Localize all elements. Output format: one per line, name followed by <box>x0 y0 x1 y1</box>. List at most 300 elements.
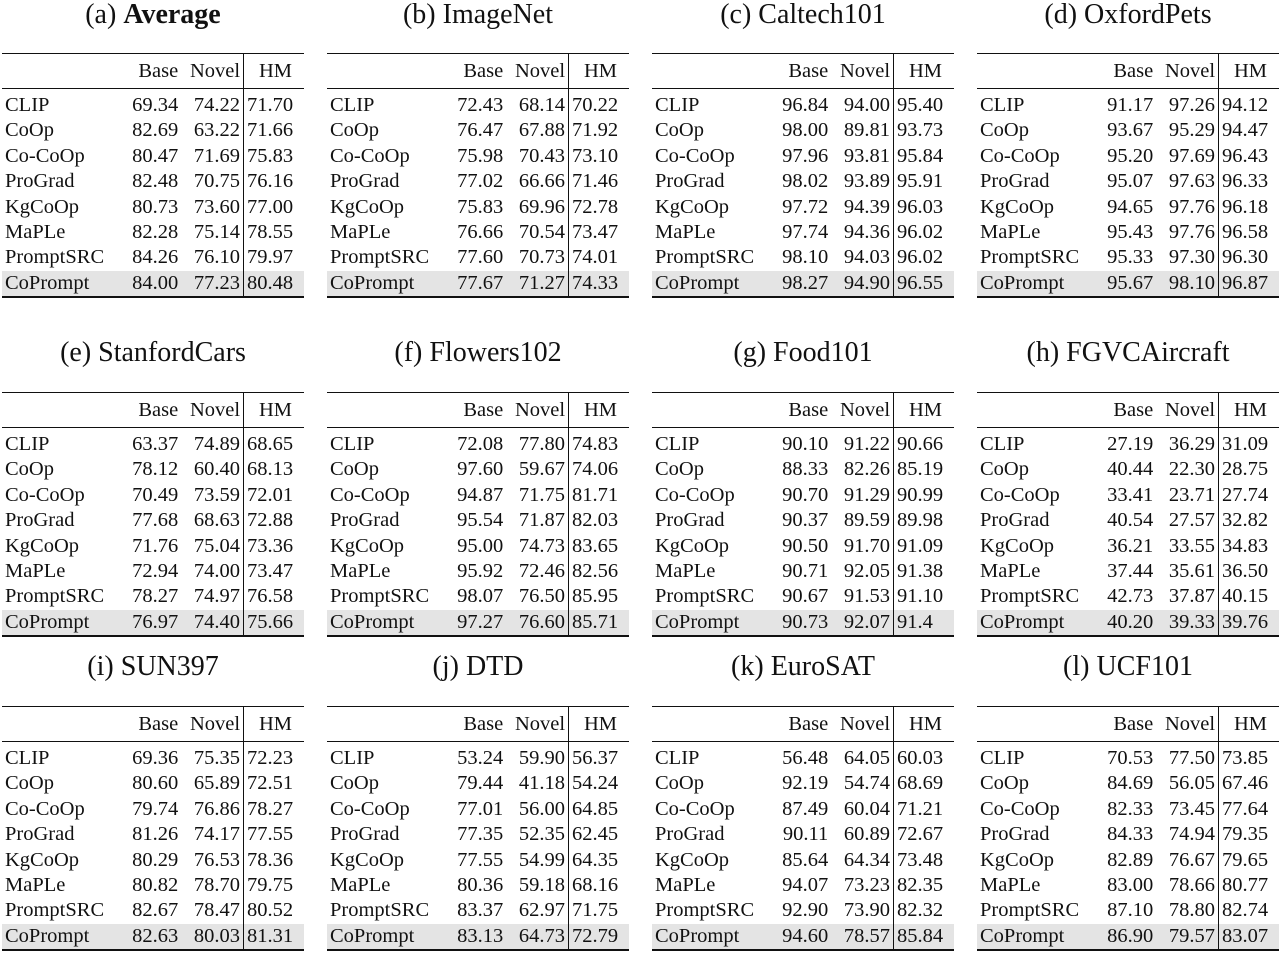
panel-label: (j) <box>432 651 466 682</box>
novel-cell: 78.47 <box>178 898 243 923</box>
hm-cell: 71.92 <box>572 119 619 142</box>
panel-title <box>2 338 304 368</box>
hm-cell: 34.83 <box>1222 534 1269 557</box>
base-cell: 72.08 <box>457 433 504 455</box>
method-cell: PromptSRC <box>655 899 755 922</box>
table-row <box>2 924 304 950</box>
novel-cell: 77.23 <box>178 271 243 297</box>
novel-cell: 74.97 <box>178 584 243 609</box>
base-cell: 33.41 <box>1107 483 1154 506</box>
table-row <box>652 483 954 508</box>
header-base: Base <box>788 399 829 421</box>
header-hm: HM <box>909 713 943 735</box>
novel-cell: 56.00 <box>503 797 568 822</box>
hm-cell: 68.65 <box>247 433 294 455</box>
table-row <box>652 271 954 297</box>
panel-imagenet <box>327 0 629 294</box>
table-row <box>652 771 954 796</box>
table-row <box>327 534 629 559</box>
hm-cell: 77.64 <box>1222 797 1269 820</box>
novel-cell: 68.14 <box>503 89 568 119</box>
hm-cell: 96.18 <box>1222 195 1269 218</box>
table-row <box>327 771 629 796</box>
novel-cell: 64.05 <box>828 742 893 772</box>
base-cell: 76.47 <box>457 119 504 142</box>
novel-cell: 74.73 <box>503 534 568 559</box>
header-row <box>977 54 1279 89</box>
hm-cell: 74.33 <box>569 271 629 297</box>
base-cell: 37.44 <box>1107 560 1154 583</box>
base-cell: 71.76 <box>132 534 179 557</box>
table-row <box>327 559 629 584</box>
base-cell: 95.00 <box>457 534 504 557</box>
novel-cell: 93.89 <box>828 169 893 194</box>
base-cell: 87.49 <box>782 797 829 820</box>
novel-cell: 74.40 <box>178 610 243 636</box>
header-base: Base <box>1113 399 1154 421</box>
novel-cell: 76.50 <box>503 584 568 609</box>
table-row <box>327 848 629 873</box>
novel-cell: 94.36 <box>828 220 893 245</box>
base-cell: 40.54 <box>1107 509 1154 532</box>
table-row <box>977 873 1279 898</box>
table-row <box>652 924 954 950</box>
novel-cell: 74.22 <box>178 89 243 119</box>
base-cell: 98.10 <box>782 246 829 269</box>
base-cell: 78.27 <box>132 585 179 608</box>
panel-flowers102 <box>327 337 629 633</box>
novel-cell: 74.89 <box>178 428 243 458</box>
panel-label: (d) <box>1044 0 1085 30</box>
novel-cell: 98.10 <box>1153 271 1218 297</box>
novel-cell: 59.67 <box>503 457 568 482</box>
base-cell: 77.68 <box>132 509 179 532</box>
header-method <box>327 707 448 742</box>
hm-cell: 72.88 <box>247 509 294 532</box>
results-table <box>2 53 304 298</box>
results-table <box>652 392 954 637</box>
panel-label: (e) <box>60 337 99 368</box>
header-novel: Novel <box>178 707 243 742</box>
table-row <box>977 742 1279 772</box>
header-row <box>327 54 629 89</box>
hm-cell: 96.03 <box>897 195 944 218</box>
header-base: Base <box>138 713 179 735</box>
table-row <box>652 559 954 584</box>
method-cell: KgCoOp <box>330 534 405 557</box>
hm-cell: 85.84 <box>894 924 954 950</box>
table-row <box>652 584 954 609</box>
base-cell: 75.83 <box>457 195 504 218</box>
novel-cell: 73.23 <box>828 873 893 898</box>
method-cell: CLIP <box>980 433 1025 455</box>
base-cell: 95.33 <box>1107 246 1154 269</box>
table-row <box>327 584 629 609</box>
novel-cell: 97.76 <box>1153 195 1218 220</box>
method-cell: Co-CoOp <box>980 797 1060 820</box>
method-cell: CoOp <box>655 458 704 481</box>
header-hm: HM <box>259 60 293 82</box>
panel-dataset-name: Average <box>123 0 221 30</box>
base-cell: 77.01 <box>457 797 504 820</box>
method-cell: Co-CoOp <box>655 797 735 820</box>
table-row <box>2 144 304 169</box>
header-hm: HM <box>259 713 293 735</box>
base-cell: 76.97 <box>123 610 178 636</box>
hm-cell: 96.33 <box>1222 170 1269 193</box>
method-cell: KgCoOp <box>330 195 405 218</box>
novel-cell: 78.57 <box>828 924 893 950</box>
method-cell: KgCoOp <box>655 195 730 218</box>
method-cell: KgCoOp <box>980 534 1055 557</box>
method-cell: Co-CoOp <box>330 797 410 820</box>
novel-cell: 59.90 <box>503 742 568 772</box>
hm-cell: 67.46 <box>1222 772 1269 795</box>
novel-cell: 67.88 <box>503 118 568 143</box>
base-cell: 83.00 <box>1107 874 1154 897</box>
table-row <box>652 534 954 559</box>
panel-dataset-name: DTD <box>465 651 524 682</box>
panel-oxfordpets <box>977 0 1279 294</box>
method-cell: CLIP <box>5 747 50 769</box>
header-novel: Novel <box>503 707 568 742</box>
base-cell: 69.34 <box>132 94 179 116</box>
header-row <box>977 707 1279 742</box>
panel-dataset-name: UCF101 <box>1096 651 1193 682</box>
table-row <box>2 848 304 873</box>
method-cell: MaPLe <box>655 874 716 897</box>
method-cell: Co-CoOp <box>5 797 85 820</box>
base-cell: 72.94 <box>132 560 179 583</box>
header-hm: HM <box>909 60 943 82</box>
method-cell: ProGrad <box>330 170 400 193</box>
method-cell: CoPrompt <box>327 610 448 636</box>
hm-cell: 72.01 <box>247 483 294 506</box>
novel-cell: 97.63 <box>1153 169 1218 194</box>
novel-cell: 64.34 <box>828 848 893 873</box>
base-cell: 97.27 <box>448 610 503 636</box>
table-row <box>652 220 954 245</box>
hm-cell: 82.56 <box>572 560 619 583</box>
header-novel: Novel <box>178 54 243 89</box>
table-row <box>977 584 1279 609</box>
novel-cell: 76.67 <box>1153 848 1218 873</box>
method-cell: CoPrompt <box>977 271 1098 297</box>
method-cell: CoOp <box>5 119 54 142</box>
novel-cell: 77.50 <box>1153 742 1218 772</box>
base-cell: 95.07 <box>1107 170 1154 193</box>
method-cell: CoOp <box>980 772 1029 795</box>
panel-label: (f) <box>394 337 430 368</box>
table-row <box>652 195 954 220</box>
novel-cell: 73.60 <box>178 195 243 220</box>
table-row <box>977 534 1279 559</box>
hm-cell: 70.22 <box>572 94 619 116</box>
novel-cell: 71.75 <box>503 483 568 508</box>
method-cell: MaPLe <box>5 221 66 244</box>
table-row <box>652 848 954 873</box>
base-cell: 82.67 <box>132 899 179 922</box>
header-method <box>2 707 123 742</box>
novel-cell: 97.30 <box>1153 245 1218 270</box>
method-cell: ProGrad <box>5 170 75 193</box>
panel-dataset-name: SUN397 <box>120 651 219 682</box>
header-novel: Novel <box>1153 54 1218 89</box>
base-cell: 63.37 <box>132 433 179 455</box>
novel-cell: 56.05 <box>1153 771 1218 796</box>
table-row <box>327 822 629 847</box>
base-cell: 82.48 <box>132 170 179 193</box>
panel-stanfordcars <box>2 337 304 633</box>
hm-cell: 28.75 <box>1222 458 1269 481</box>
panel-title <box>652 338 954 368</box>
header-novel: Novel <box>828 393 893 428</box>
table-row <box>327 742 629 772</box>
hm-cell: 85.71 <box>569 610 629 636</box>
results-table <box>977 392 1279 637</box>
table-row <box>2 89 304 119</box>
hm-cell: 96.87 <box>1219 271 1279 297</box>
hm-cell: 74.06 <box>572 458 619 481</box>
base-cell: 90.10 <box>782 433 829 455</box>
novel-cell: 73.59 <box>178 483 243 508</box>
header-row <box>2 707 304 742</box>
header-base: Base <box>138 60 179 82</box>
base-cell: 90.11 <box>782 823 829 846</box>
table-row <box>652 610 954 636</box>
method-cell: KgCoOp <box>5 848 80 871</box>
method-cell: CoPrompt <box>327 271 448 297</box>
panel-title <box>327 652 629 682</box>
panel-title <box>327 0 629 30</box>
method-cell: PromptSRC <box>980 585 1080 608</box>
method-cell: Co-CoOp <box>330 483 410 506</box>
hm-cell: 74.01 <box>572 246 619 269</box>
method-cell: MaPLe <box>330 874 391 897</box>
method-cell: CLIP <box>655 94 700 116</box>
table-row <box>652 144 954 169</box>
hm-cell: 76.16 <box>247 170 294 193</box>
method-cell: KgCoOp <box>655 848 730 871</box>
novel-cell: 70.75 <box>178 169 243 194</box>
panel-dataset-name: Food101 <box>773 337 873 368</box>
novel-cell: 94.90 <box>828 271 893 297</box>
results-table <box>327 53 629 298</box>
header-hm: HM <box>259 399 293 421</box>
novel-cell: 41.18 <box>503 771 568 796</box>
panel-title <box>977 652 1279 682</box>
panel-ucf101 <box>977 651 1279 947</box>
base-cell: 90.37 <box>782 509 829 532</box>
method-cell: PromptSRC <box>5 585 105 608</box>
panel-dataset-name: StanfordCars <box>98 337 246 368</box>
table-row <box>2 898 304 923</box>
results-table <box>327 392 629 637</box>
novel-cell: 78.70 <box>178 873 243 898</box>
base-cell: 72.43 <box>457 94 504 116</box>
hm-cell: 68.69 <box>897 772 944 795</box>
table-row <box>2 428 304 458</box>
method-cell: ProGrad <box>980 509 1050 532</box>
table-row <box>2 822 304 847</box>
method-cell: CLIP <box>330 94 375 116</box>
hm-cell: 77.55 <box>247 823 294 846</box>
method-cell: CoOp <box>655 119 704 142</box>
base-cell: 82.63 <box>123 924 178 950</box>
results-table <box>327 706 629 951</box>
header-hm: HM <box>1234 399 1268 421</box>
hm-cell: 73.47 <box>247 560 294 583</box>
panel-label: (i) <box>87 651 121 682</box>
base-cell: 78.12 <box>132 458 179 481</box>
hm-cell: 73.48 <box>897 848 944 871</box>
novel-cell: 54.99 <box>503 848 568 873</box>
novel-cell: 73.90 <box>828 898 893 923</box>
base-cell: 90.50 <box>782 534 829 557</box>
base-cell: 94.87 <box>457 483 504 506</box>
novel-cell: 75.14 <box>178 220 243 245</box>
hm-cell: 68.13 <box>247 458 294 481</box>
header-method <box>652 707 773 742</box>
novel-cell: 37.87 <box>1153 584 1218 609</box>
hm-cell: 71.75 <box>572 899 619 922</box>
method-cell: ProGrad <box>980 170 1050 193</box>
table-row <box>2 271 304 297</box>
method-cell: CoOp <box>330 772 379 795</box>
table-row <box>327 457 629 482</box>
novel-cell: 68.63 <box>178 508 243 533</box>
base-cell: 83.37 <box>457 899 504 922</box>
header-novel: Novel <box>503 393 568 428</box>
header-method <box>2 54 123 89</box>
novel-cell: 74.00 <box>178 559 243 584</box>
base-cell: 95.43 <box>1107 221 1154 244</box>
panel-average <box>2 0 304 294</box>
base-cell: 80.47 <box>132 144 179 167</box>
method-cell: ProGrad <box>330 823 400 846</box>
hm-cell: 81.31 <box>244 924 304 950</box>
base-cell: 69.36 <box>132 747 179 769</box>
header-method <box>977 54 1098 89</box>
table-row <box>2 797 304 822</box>
panel-title <box>977 0 1279 30</box>
hm-cell: 91.38 <box>897 560 944 583</box>
method-cell: KgCoOp <box>980 848 1055 871</box>
novel-cell: 91.53 <box>828 584 893 609</box>
hm-cell: 71.46 <box>572 170 619 193</box>
base-cell: 93.67 <box>1107 119 1154 142</box>
table-row <box>977 483 1279 508</box>
method-cell: PromptSRC <box>330 585 430 608</box>
method-cell: CoOp <box>330 458 379 481</box>
table-row <box>2 457 304 482</box>
base-cell: 79.74 <box>132 797 179 820</box>
method-cell: MaPLe <box>655 221 716 244</box>
header-base: Base <box>138 399 179 421</box>
hm-cell: 90.66 <box>897 433 944 455</box>
method-cell: CoPrompt <box>977 610 1098 636</box>
method-cell: MaPLe <box>980 221 1041 244</box>
novel-cell: 97.76 <box>1153 220 1218 245</box>
hm-cell: 54.24 <box>572 772 619 795</box>
table-row <box>977 144 1279 169</box>
hm-cell: 96.02 <box>897 221 944 244</box>
novel-cell: 60.89 <box>828 822 893 847</box>
base-cell: 75.98 <box>457 144 504 167</box>
novel-cell: 97.26 <box>1153 89 1218 119</box>
hm-cell: 27.74 <box>1222 483 1269 506</box>
header-method <box>652 393 773 428</box>
base-cell: 79.44 <box>457 772 504 795</box>
base-cell: 80.82 <box>132 874 179 897</box>
header-row <box>2 393 304 428</box>
base-cell: 90.70 <box>782 483 829 506</box>
panel-eurosat <box>652 651 954 947</box>
hm-cell: 73.36 <box>247 534 294 557</box>
hm-cell: 71.66 <box>247 119 294 142</box>
base-cell: 53.24 <box>457 747 504 769</box>
table-row <box>652 797 954 822</box>
base-cell: 85.64 <box>782 848 829 871</box>
method-cell: CLIP <box>330 433 375 455</box>
header-novel: Novel <box>1153 393 1218 428</box>
base-cell: 70.49 <box>132 483 179 506</box>
table-row <box>977 848 1279 873</box>
header-row <box>2 54 304 89</box>
table-row <box>2 873 304 898</box>
method-cell: CLIP <box>655 747 700 769</box>
results-table <box>977 706 1279 951</box>
results-table <box>2 706 304 951</box>
novel-cell: 64.73 <box>503 924 568 950</box>
hm-cell: 39.76 <box>1219 610 1279 636</box>
table-row <box>2 742 304 772</box>
novel-cell: 74.17 <box>178 822 243 847</box>
table-row <box>652 822 954 847</box>
base-cell: 95.20 <box>1107 144 1154 167</box>
hm-cell: 60.03 <box>897 747 944 769</box>
panel-fgvcaircraft <box>977 337 1279 633</box>
hm-cell: 96.58 <box>1222 221 1269 244</box>
method-cell: KgCoOp <box>5 534 80 557</box>
hm-cell: 72.51 <box>247 772 294 795</box>
base-cell: 97.74 <box>782 221 829 244</box>
base-cell: 96.84 <box>782 94 829 116</box>
base-cell: 95.92 <box>457 560 504 583</box>
header-novel: Novel <box>828 707 893 742</box>
panel-dataset-name: EuroSAT <box>770 651 875 682</box>
method-cell: ProGrad <box>5 509 75 532</box>
header-hm: HM <box>1234 60 1268 82</box>
hm-cell: 96.55 <box>894 271 954 297</box>
hm-cell: 79.35 <box>1222 823 1269 846</box>
base-cell: 77.60 <box>457 246 504 269</box>
table-row <box>652 873 954 898</box>
novel-cell: 76.60 <box>503 610 568 636</box>
method-cell: CoOp <box>5 458 54 481</box>
header-novel: Novel <box>503 54 568 89</box>
method-cell: PromptSRC <box>655 585 755 608</box>
results-table <box>977 53 1279 298</box>
hm-cell: 93.73 <box>897 119 944 142</box>
table-row <box>327 144 629 169</box>
method-cell: MaPLe <box>980 560 1041 583</box>
hm-cell: 91.4 <box>894 610 954 636</box>
novel-cell: 77.80 <box>503 428 568 458</box>
hm-cell: 72.79 <box>569 924 629 950</box>
method-cell: MaPLe <box>655 560 716 583</box>
method-cell: CLIP <box>655 433 700 455</box>
